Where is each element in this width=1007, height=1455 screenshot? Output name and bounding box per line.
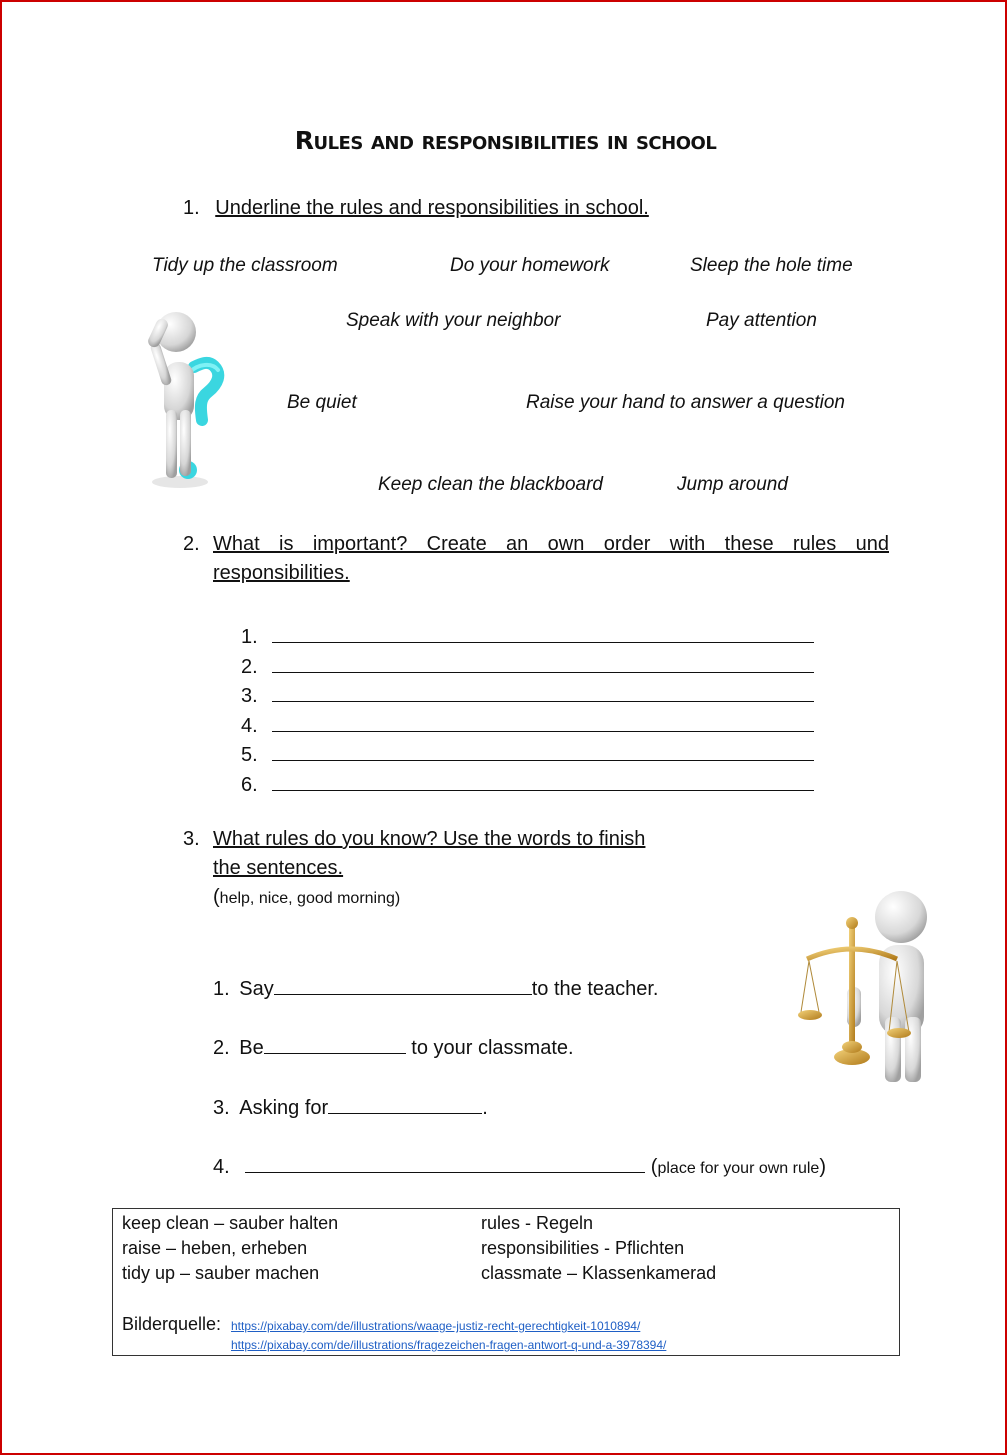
order-answer-line[interactable] <box>272 622 814 643</box>
phrase-speak-neighbor: Speak with your neighbor <box>346 310 561 331</box>
order-row <box>241 622 814 652</box>
phrase-homework: Do your homework <box>450 255 610 276</box>
phrase-raise-hand: Raise your hand to answer a question <box>526 392 845 413</box>
order-answer-line[interactable] <box>272 740 814 761</box>
question-mark-figure-illustration <box>142 302 232 492</box>
sentence-2-blank[interactable] <box>264 1033 406 1054</box>
question-2-text-line2: responsibilities. <box>213 562 350 584</box>
phrase-jump-around: Jump around <box>677 474 788 495</box>
order-number: 6. <box>241 773 258 796</box>
order-row <box>241 770 814 800</box>
glossary-entry: tidy up – sauber machen <box>122 1263 320 1283</box>
order-number: 5. <box>241 744 258 767</box>
order-answer-line[interactable] <box>272 652 814 673</box>
question-1-text: Underline the rules and responsibilities in school. <box>215 197 649 219</box>
question-1 <box>183 197 649 220</box>
question-2-text-line1: What is important? Create an own order with these rules und <box>213 533 889 555</box>
order-answer-line[interactable] <box>272 711 814 732</box>
order-row <box>241 740 814 770</box>
sentence-4: 4. (place for your own rule) <box>213 1152 826 1179</box>
order-row <box>241 711 814 741</box>
question-2-number: 2. <box>183 533 200 555</box>
own-rule-note: place for your own rule <box>657 1160 820 1177</box>
justice-scales-figure-illustration <box>797 887 927 1082</box>
order-answer-line[interactable] <box>272 681 814 702</box>
question-3-text-line2: the sentences. <box>213 857 344 879</box>
order-number: 1. <box>241 626 258 648</box>
order-list <box>241 622 814 800</box>
order-number: 3. <box>241 685 258 708</box>
glossary-entry: responsibilities - Pflichten <box>481 1238 685 1258</box>
phrase-tidy-up: Tidy up the classroom <box>152 255 338 276</box>
sentence-2: 2. Be to your classmate. <box>213 1033 574 1060</box>
order-row <box>241 652 814 682</box>
order-number: 2. <box>241 655 258 678</box>
phrase-pay-attention: Pay attention <box>706 310 817 331</box>
sentence-3-blank[interactable] <box>328 1093 482 1114</box>
image-source-label: Bilderquelle: <box>122 1314 222 1334</box>
image-source-link-question-mark[interactable]: https://pixabay.com/de/illustrations/fragezeichen-fragen-antwort-q-und-a-3978394/ <box>231 1338 667 1352</box>
glossary-entry: rules - Regeln <box>481 1213 594 1233</box>
order-row <box>241 681 814 711</box>
hint-words: help, nice, good morning <box>219 890 395 907</box>
order-answer-line[interactable] <box>272 770 814 791</box>
glossary-entry: raise – heben, erheben <box>122 1238 308 1258</box>
sentence-1-blank[interactable] <box>274 974 532 995</box>
question-3-number: 3. <box>183 828 200 850</box>
glossary-entry: keep clean – sauber halten <box>122 1213 339 1233</box>
question-1-number: 1. <box>183 197 200 219</box>
phrase-keep-clean: Keep clean the blackboard <box>378 474 603 495</box>
question-2 <box>183 533 889 585</box>
sentence-3: 3. Asking for . <box>213 1093 488 1120</box>
question-3-text-line1: What rules do you know? Use the words to finish <box>213 828 646 850</box>
question-3-hint: (help, nice, good morning) <box>213 886 401 908</box>
sentence-4-blank[interactable] <box>245 1152 645 1173</box>
phrase-be-quiet: Be quiet <box>287 392 357 413</box>
sentence-1: 1. Say to the teacher. <box>213 974 658 1001</box>
phrase-sleep: Sleep the hole time <box>690 255 853 276</box>
glossary-entry: classmate – Klassenkamerad <box>481 1263 717 1283</box>
glossary-box <box>112 1208 900 1356</box>
order-number: 4. <box>241 714 258 737</box>
page-title: Rules and responsibilities in school <box>294 126 717 155</box>
image-source-link-scales[interactable]: https://pixabay.com/de/illustrations/waage-justiz-recht-gerechtigkeit-1010894/ <box>231 1319 641 1333</box>
question-3 <box>183 828 645 909</box>
